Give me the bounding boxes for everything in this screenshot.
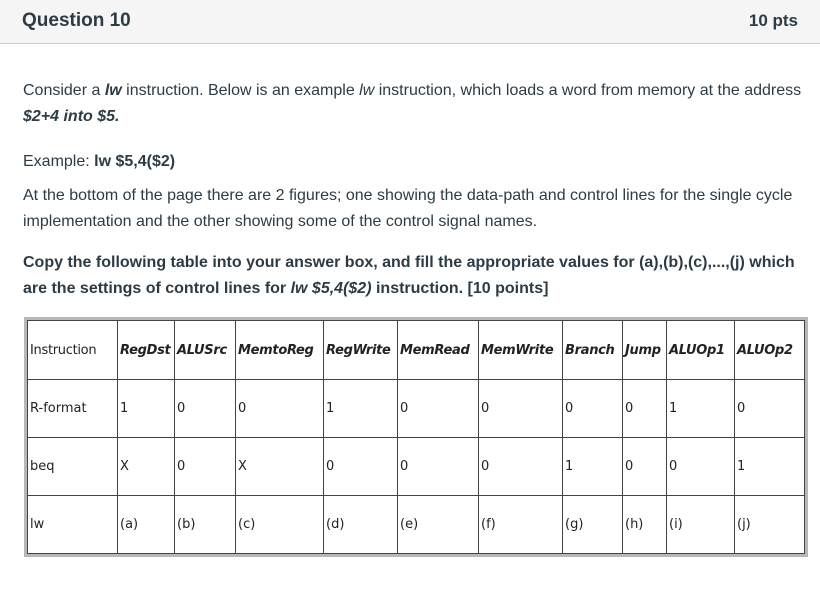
table-cell: (g) xyxy=(563,496,623,554)
header-cell: MemWrite xyxy=(479,321,563,380)
table-header-row xyxy=(28,321,805,380)
table-cell: 1 xyxy=(324,380,398,438)
example-instruction: lw $5,4($2) xyxy=(94,153,176,170)
lw-term: lw xyxy=(104,82,122,99)
task-text-post: instruction. [10 points] xyxy=(371,280,549,297)
intro-text: Consider a xyxy=(23,82,105,99)
table-cell: 0 xyxy=(479,380,563,438)
table-cell: (f) xyxy=(479,496,563,554)
table-cell: 0 xyxy=(623,380,667,438)
row-label: lw xyxy=(28,496,118,554)
table-cell: 0 xyxy=(175,380,236,438)
header-cell: Branch xyxy=(563,321,623,380)
table-cell: 0 xyxy=(324,438,398,496)
lw-term-italic: lw xyxy=(359,82,375,99)
row-label: beq xyxy=(28,438,118,496)
table-cell: 0 xyxy=(667,438,735,496)
header-cell: ALUSrc xyxy=(175,321,236,380)
table-cell: X xyxy=(118,438,175,496)
table-cell: (c) xyxy=(236,496,324,554)
table-cell: 1 xyxy=(735,438,805,496)
table-cell: 0 xyxy=(175,438,236,496)
control-signal-table xyxy=(27,320,805,554)
address-term: $2+4 into $5. xyxy=(23,108,120,125)
task-paragraph xyxy=(23,250,803,302)
question-title: Question 10 xyxy=(22,10,131,31)
question-header xyxy=(0,0,820,44)
table-cell: (e) xyxy=(398,496,479,554)
table-cell: 1 xyxy=(667,380,735,438)
figures-paragraph: At the bottom of the page there are 2 figures; one showing the data-path and control lines for the single cycle implementation and the other showing some of the control signal names. xyxy=(23,187,793,230)
example-label: Example: xyxy=(23,153,95,170)
header-cell: MemRead xyxy=(398,321,479,380)
table-cell: 1 xyxy=(563,438,623,496)
table-cell: 0 xyxy=(735,380,805,438)
table-row xyxy=(28,380,805,438)
table-cell: (a) xyxy=(118,496,175,554)
question-points: 10 pts xyxy=(748,11,798,30)
task-instruction: lw $5,4($2) xyxy=(290,280,372,297)
table-cell: 0 xyxy=(398,438,479,496)
table-cell: 0 xyxy=(236,380,324,438)
table-row xyxy=(28,438,805,496)
table-cell: X xyxy=(236,438,324,496)
intro-paragraph xyxy=(23,78,803,130)
header-cell: RegDst xyxy=(118,321,175,380)
intro-text-mid: instruction. Below is an example xyxy=(121,82,360,99)
header-cell: ALUOp2 xyxy=(735,321,805,380)
table-cell: (h) xyxy=(623,496,667,554)
header-cell: MemtoReg xyxy=(236,321,324,380)
table-cell: (b) xyxy=(175,496,236,554)
row-label: R-format xyxy=(28,380,118,438)
table-cell: 0 xyxy=(623,438,667,496)
header-cell: ALUOp1 xyxy=(667,321,735,380)
table-cell: (i) xyxy=(667,496,735,554)
example-paragraph xyxy=(23,149,803,175)
table-cell: 0 xyxy=(563,380,623,438)
header-cell: Jump xyxy=(623,321,667,380)
header-cell: Instruction xyxy=(28,321,118,380)
table-cell: (j) xyxy=(735,496,805,554)
table-cell: 0 xyxy=(479,438,563,496)
intro-text-post: instruction, which loads a word from memory at the address xyxy=(374,82,802,99)
table-cell: (d) xyxy=(324,496,398,554)
header-cell: RegWrite xyxy=(324,321,398,380)
table-row xyxy=(28,496,805,554)
table-cell: 1 xyxy=(118,380,175,438)
task-text: Copy the following table into your answer box, and fill the appropriate values for (a),(b),(c),...,(j) which are the settings of control lines for xyxy=(23,254,795,297)
table-cell: 0 xyxy=(398,380,479,438)
control-table-frame xyxy=(24,317,808,557)
